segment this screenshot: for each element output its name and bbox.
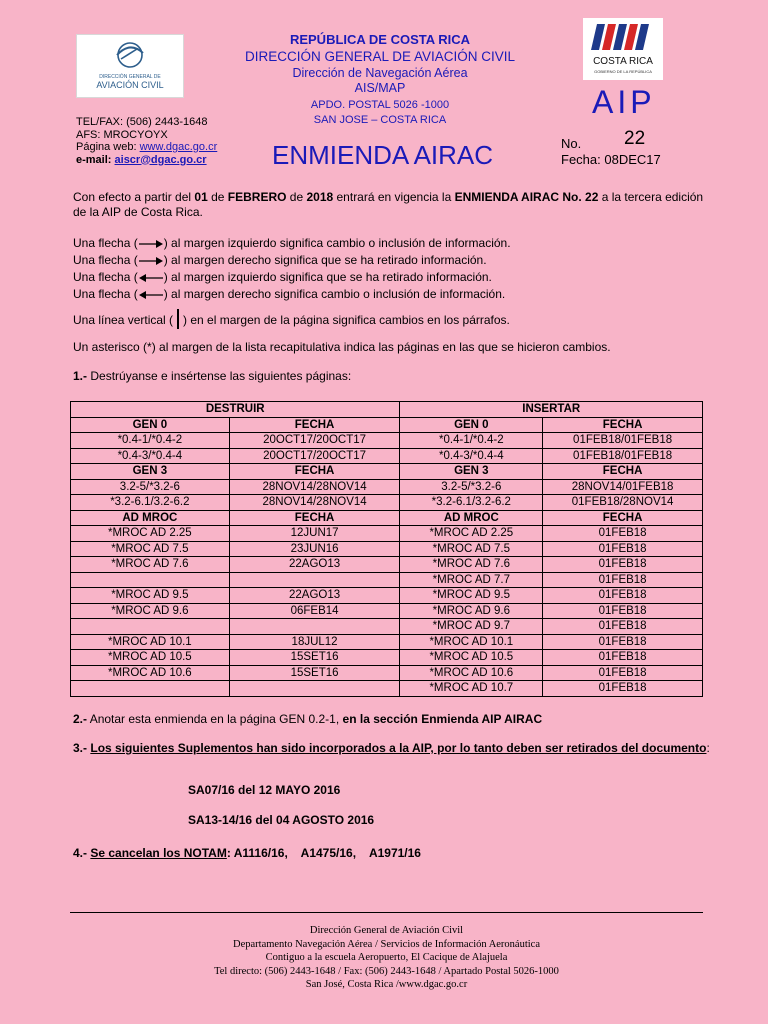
table-cell: 3.2-5/*3.2-6 bbox=[400, 479, 543, 495]
table-cell: *MROC AD 9.7 bbox=[400, 619, 543, 635]
vertical-bar-icon bbox=[173, 309, 183, 333]
table-cell bbox=[71, 572, 230, 588]
table-cell: 01FEB18 bbox=[543, 681, 703, 697]
supplement-2: SA13-14/16 del 04 AGOSTO 2016 bbox=[188, 813, 375, 827]
table-cell: *MROC AD 7.5 bbox=[400, 541, 543, 557]
arrow-left-icon bbox=[138, 289, 164, 304]
table-cell: 20OCT17/20OCT17 bbox=[229, 433, 400, 449]
table-cell: *MROC AD 10.7 bbox=[400, 681, 543, 697]
table-cell: 01FEB18/28NOV14 bbox=[543, 495, 703, 511]
table-cell: 18JUL12 bbox=[229, 634, 400, 650]
web-link[interactable]: www.dgac.go.cr bbox=[139, 141, 218, 153]
table-row bbox=[71, 495, 703, 511]
aip-title: AIP bbox=[592, 84, 656, 120]
asterisk-note: Un asterisco (*) al margen de la lista recapitulativa indica las páginas en las que se hicieron cambios. bbox=[73, 340, 611, 354]
table-cell: GEN 0 bbox=[71, 417, 230, 433]
costa-rica-logo-text: COSTA RICA bbox=[593, 56, 653, 67]
table-row bbox=[71, 479, 703, 495]
arrow-right-icon bbox=[138, 238, 164, 253]
table-cell: *3.2-6.1/3.2-6.2 bbox=[71, 495, 230, 511]
table-cell: *MROC AD 9.6 bbox=[400, 603, 543, 619]
table-cell: 28NOV14/01FEB18 bbox=[543, 479, 703, 495]
table-cell: *MROC AD 2.25 bbox=[400, 526, 543, 542]
navigation-title: Dirección de Navegación Aérea bbox=[292, 66, 468, 80]
table-cell: FECHA bbox=[229, 464, 400, 480]
table-cell: 01FEB18 bbox=[543, 526, 703, 542]
number-value: 22 bbox=[624, 128, 646, 149]
dgac-logo-text-2: AVIACIÓN CIVIL bbox=[96, 80, 164, 90]
table-cell: FECHA bbox=[543, 417, 703, 433]
table-row bbox=[71, 650, 703, 666]
item-2: 2.- Anotar esta enmienda en la página GEN 0.2-1, en la sección Enmienda AIP AIRAC bbox=[73, 712, 543, 726]
table-cell: 15SET16 bbox=[229, 650, 400, 666]
table-cell: GEN 3 bbox=[71, 464, 230, 480]
costa-rica-logo-subtext: GOBIERNO DE LA REPÚBLICA bbox=[594, 69, 652, 74]
table-cell: *MROC AD 2.25 bbox=[71, 526, 230, 542]
table-cell: *MROC AD 10.5 bbox=[71, 650, 230, 666]
table-cell: 01FEB18 bbox=[543, 619, 703, 635]
ais-map-title: AIS/MAP bbox=[354, 81, 406, 95]
table-cell: FECHA bbox=[229, 510, 400, 526]
table-cell: GEN 0 bbox=[400, 417, 543, 433]
footer-divider bbox=[70, 912, 703, 913]
intro-paragraph: Con efecto a partir del 01 de FEBRERO de 2018 entrará en vigencia la ENMIENDA AIRAC No. 22 a la tercera edición de la AIP de Costa Rica. bbox=[73, 190, 704, 219]
table-cell: 15SET16 bbox=[229, 665, 400, 681]
footer-line: Dirección General de Aviación Civil bbox=[309, 925, 464, 936]
table-cell: 01FEB18 bbox=[543, 572, 703, 588]
table-row bbox=[71, 433, 703, 449]
table-cell: FECHA bbox=[543, 464, 703, 480]
costa-rica-flag-icon bbox=[583, 18, 663, 80]
city-line: SAN JOSE – COSTA RICA bbox=[313, 114, 447, 126]
table-cell: 28NOV14/28NOV14 bbox=[229, 479, 400, 495]
table-cell: 22AGO13 bbox=[229, 588, 400, 604]
table-section-header-row bbox=[71, 464, 703, 480]
arrow-legend-line: Una flecha ( ) al margen izquierdo significa cambio o inclusión de información. bbox=[73, 236, 713, 253]
table-cell: FECHA bbox=[229, 417, 400, 433]
republic-title: REPÚBLICA DE COSTA RICA bbox=[289, 32, 471, 47]
table-cell: 28NOV14/28NOV14 bbox=[229, 495, 400, 511]
table-cell: 20OCT17/20OCT17 bbox=[229, 448, 400, 464]
contact-email-line bbox=[76, 154, 217, 167]
table-row bbox=[71, 572, 703, 588]
dgac-logo-icon bbox=[77, 35, 183, 97]
item-4: 4.- Se cancelan los NOTAM: A1116/16, A1475/16, A1971/16 bbox=[73, 846, 421, 860]
table-cell: *MROC AD 9.5 bbox=[400, 588, 543, 604]
arrow-legend-line: Una flecha ( ) al margen derecho significa que se ha retirado información. bbox=[73, 253, 713, 270]
table-row bbox=[71, 541, 703, 557]
table-cell: 01FEB18 bbox=[543, 665, 703, 681]
table-cell: *MROC AD 7.6 bbox=[71, 557, 230, 573]
table-section-header-row bbox=[71, 510, 703, 526]
table-row bbox=[71, 448, 703, 464]
arrow-legend-line: Una flecha ( ) al margen izquierdo significa que se ha retirado información. bbox=[73, 270, 713, 287]
table-cell bbox=[71, 619, 230, 635]
postal-address: APDO. POSTAL 5026 -1000 bbox=[310, 99, 450, 111]
table-row bbox=[71, 526, 703, 542]
contact-web-line bbox=[76, 141, 217, 154]
table-cell: *MROC AD 7.5 bbox=[71, 541, 230, 557]
table-cell: *MROC AD 9.5 bbox=[71, 588, 230, 604]
table-cell: *3.2-6.1/3.2-6.2 bbox=[400, 495, 543, 511]
arrow-legend bbox=[73, 236, 713, 304]
table-cell: 01FEB18 bbox=[543, 650, 703, 666]
table-cell: 01FEB18 bbox=[543, 588, 703, 604]
table-cell: AD MROC bbox=[71, 510, 230, 526]
table-cell: *0.4-1/*0.4-2 bbox=[71, 433, 230, 449]
table-cell: *MROC AD 10.1 bbox=[400, 634, 543, 650]
table-cell: 01FEB18 bbox=[543, 541, 703, 557]
contact-afs: AFS: MROCYOYX bbox=[76, 128, 168, 141]
item-1: 1.- Destrúyanse e insértense las siguientes páginas: bbox=[73, 369, 352, 383]
arrow-right-icon bbox=[138, 255, 164, 270]
document-title: ENMIENDA AIRAC bbox=[272, 140, 494, 170]
table-cell bbox=[229, 681, 400, 697]
table-cell: *MROC AD 10.6 bbox=[71, 665, 230, 681]
table-cell bbox=[229, 572, 400, 588]
table-cell bbox=[229, 619, 400, 635]
arrow-left-icon bbox=[138, 272, 164, 287]
item-3: 3.- Los siguientes Suplementos han sido incorporados a la AIP, por lo tanto deben ser retirados del documento: bbox=[73, 741, 710, 755]
table-cell: *MROC AD 7.7 bbox=[400, 572, 543, 588]
email-label: e-mail: bbox=[76, 153, 115, 166]
direction-title: DIRECCIÓN GENERAL DE AVIACIÓN CIVIL bbox=[244, 49, 516, 64]
table-row bbox=[71, 634, 703, 650]
table-cell: 01FEB18/01FEB18 bbox=[543, 448, 703, 464]
table-cell: 01FEB18 bbox=[543, 557, 703, 573]
table-cell: 01FEB18 bbox=[543, 634, 703, 650]
table-cell: *0.4-3/*0.4-4 bbox=[400, 448, 543, 464]
table-cell: *MROC AD 10.6 bbox=[400, 665, 543, 681]
web-label: Página web: bbox=[76, 141, 140, 153]
table-cell: 22AGO13 bbox=[229, 557, 400, 573]
table-cell: *0.4-1/*0.4-2 bbox=[400, 433, 543, 449]
table-header-row bbox=[71, 402, 703, 418]
number-label: No. bbox=[561, 136, 582, 151]
table-row bbox=[71, 619, 703, 635]
table-cell: 06FEB14 bbox=[229, 603, 400, 619]
supplement-1: SA07/16 del 12 MAYO 2016 bbox=[188, 783, 341, 797]
vertical-line-legend: Una línea vertical ( ) en el margen de la página significa cambios en los párrafos. bbox=[73, 309, 713, 333]
table-cell bbox=[71, 681, 230, 697]
table-cell: *MROC AD 9.6 bbox=[71, 603, 230, 619]
insertar-header: INSERTAR bbox=[400, 402, 703, 418]
email-link[interactable]: aiscr@dgac.go.cr bbox=[114, 153, 207, 166]
dgac-logo bbox=[76, 34, 184, 98]
footer-line: San José, Costa Rica /www.dgac.go.cr bbox=[305, 979, 468, 990]
table-cell: 01FEB18 bbox=[543, 603, 703, 619]
contact-tel: TEL/FAX: (506) 2443-1648 bbox=[76, 116, 208, 128]
footer bbox=[70, 924, 703, 992]
contact-block bbox=[76, 116, 217, 166]
table-cell: *MROC AD 10.5 bbox=[400, 650, 543, 666]
table-row bbox=[71, 557, 703, 573]
table-cell: 12JUN17 bbox=[229, 526, 400, 542]
footer-line: Tel directo: (506) 2443-1648 / Fax: (506) 2443-1648 / Apartado Postal 5026-1000 bbox=[214, 965, 559, 977]
table-row bbox=[71, 588, 703, 604]
table-cell: *0.4-3/*0.4-4 bbox=[71, 448, 230, 464]
footer-line: Contiguo a la escuela Aeropuerto, El Cacique de Alajuela bbox=[265, 952, 508, 963]
table-cell: 01FEB18/01FEB18 bbox=[543, 433, 703, 449]
table-cell: GEN 3 bbox=[400, 464, 543, 480]
pages-table bbox=[70, 401, 703, 697]
table-cell: 23JUN16 bbox=[229, 541, 400, 557]
footer-line: Departamento Navegación Aérea / Servicios de Información Aeronáutica bbox=[233, 938, 540, 950]
table-cell: 3.2-5/*3.2-6 bbox=[71, 479, 230, 495]
pages-table-body bbox=[71, 417, 703, 696]
costa-rica-logo bbox=[583, 18, 663, 80]
table-cell: AD MROC bbox=[400, 510, 543, 526]
table-section-header-row bbox=[71, 417, 703, 433]
issue-date: Fecha: 08DEC17 bbox=[561, 152, 661, 167]
table-cell: *MROC AD 10.1 bbox=[71, 634, 230, 650]
table-cell: *MROC AD 7.6 bbox=[400, 557, 543, 573]
destruir-header: DESTRUIR bbox=[71, 402, 400, 418]
table-row bbox=[71, 665, 703, 681]
table-row bbox=[71, 681, 703, 697]
arrow-legend-line: Una flecha ( ) al margen derecho significa cambio o inclusión de información. bbox=[73, 287, 713, 304]
table-cell: FECHA bbox=[543, 510, 703, 526]
dgac-logo-text-1: DIRECCIÓN GENERAL DE bbox=[99, 74, 161, 80]
table-row bbox=[71, 603, 703, 619]
